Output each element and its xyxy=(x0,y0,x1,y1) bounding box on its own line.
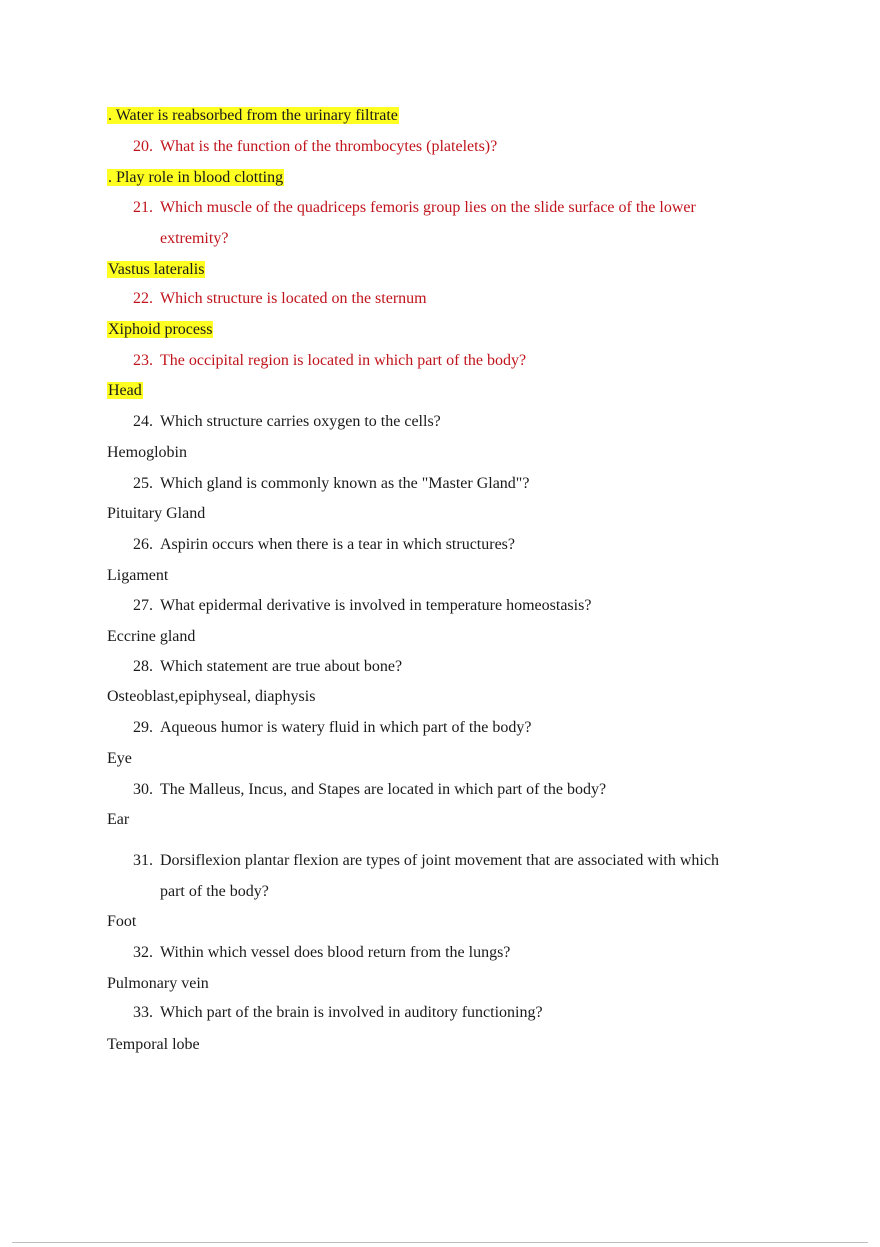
question-text: Aqueous humor is watery fluid in which part of the body? xyxy=(160,719,532,736)
answer-line: Eye xyxy=(107,750,132,767)
question-31 xyxy=(133,850,719,872)
question-text: Aspirin occurs when there is a tear in which structures? xyxy=(160,536,515,553)
question-31-continuation: part of the body? xyxy=(160,883,269,900)
question-33 xyxy=(133,1002,543,1024)
question-number: 33. xyxy=(133,1004,153,1021)
question-number: 32. xyxy=(133,944,153,961)
answer-line: Osteoblast,epiphyseal, diaphysis xyxy=(107,688,316,705)
answer-line xyxy=(107,259,205,281)
question-text: Which part of the brain is involved in auditory functioning? xyxy=(160,1004,543,1021)
answer-line xyxy=(107,105,399,127)
highlighted-answer: Xiphoid process xyxy=(108,321,213,338)
question-number: 31. xyxy=(133,852,153,869)
highlighted-answer: . Play role in blood clotting xyxy=(108,169,284,186)
question-29 xyxy=(133,717,531,739)
question-number: 27. xyxy=(133,597,153,614)
answer-line xyxy=(107,319,213,341)
question-21-continuation: extremity? xyxy=(160,230,229,247)
answer-line: Eccrine gland xyxy=(107,628,196,645)
question-text: The occipital region is located in which part of the body? xyxy=(160,352,527,369)
answer-line: Foot xyxy=(107,913,137,930)
question-number: 24. xyxy=(133,413,153,430)
question-22 xyxy=(133,288,427,310)
question-text: Which muscle of the quadriceps femoris group lies on the slide surface of the lower xyxy=(160,199,696,216)
question-text: Which statement are true about bone? xyxy=(160,658,403,675)
question-number: 29. xyxy=(133,719,153,736)
question-text: What is the function of the thrombocytes (platelets)? xyxy=(160,138,498,155)
question-text: Which structure carries oxygen to the cells? xyxy=(160,413,441,430)
question-28 xyxy=(133,656,402,678)
question-26 xyxy=(133,534,515,556)
highlighted-answer: Head xyxy=(108,382,142,399)
question-number: 21. xyxy=(133,199,153,216)
question-27 xyxy=(133,595,591,617)
answer-line: Pulmonary vein xyxy=(107,975,209,992)
question-text: Which gland is commonly known as the "Master Gland"? xyxy=(160,475,530,492)
question-text: Dorsiflexion plantar flexion are types of joint movement that are associated with which xyxy=(160,852,719,869)
question-30 xyxy=(133,779,606,801)
footer-divider xyxy=(12,1242,868,1243)
answer-line: Ear xyxy=(107,811,130,828)
question-number: 25. xyxy=(133,475,153,492)
question-21 xyxy=(133,197,696,219)
question-23 xyxy=(133,350,526,372)
question-number: 30. xyxy=(133,781,153,798)
question-25 xyxy=(133,473,529,495)
question-text: Which structure is located on the sternum xyxy=(160,290,427,307)
question-text: Within which vessel does blood return from the lungs? xyxy=(160,944,511,961)
highlighted-answer: . Water is reabsorbed from the urinary filtrate xyxy=(108,107,398,124)
answer-line: Ligament xyxy=(107,567,169,584)
answer-line: Temporal lobe xyxy=(107,1036,200,1053)
question-number: 28. xyxy=(133,658,153,675)
question-20 xyxy=(133,136,497,158)
question-32 xyxy=(133,942,510,964)
question-24 xyxy=(133,411,441,433)
question-number: 23. xyxy=(133,352,153,369)
question-number: 20. xyxy=(133,138,153,155)
answer-line: Pituitary Gland xyxy=(107,505,206,522)
question-number: 26. xyxy=(133,536,153,553)
answer-line xyxy=(107,380,143,402)
answer-line xyxy=(107,167,284,189)
question-number: 22. xyxy=(133,290,153,307)
highlighted-answer: Vastus lateralis xyxy=(108,261,205,278)
answer-line: Hemoglobin xyxy=(107,444,187,461)
question-text: The Malleus, Incus, and Stapes are located in which part of the body? xyxy=(160,781,607,798)
question-text: What epidermal derivative is involved in temperature homeostasis? xyxy=(160,597,592,614)
